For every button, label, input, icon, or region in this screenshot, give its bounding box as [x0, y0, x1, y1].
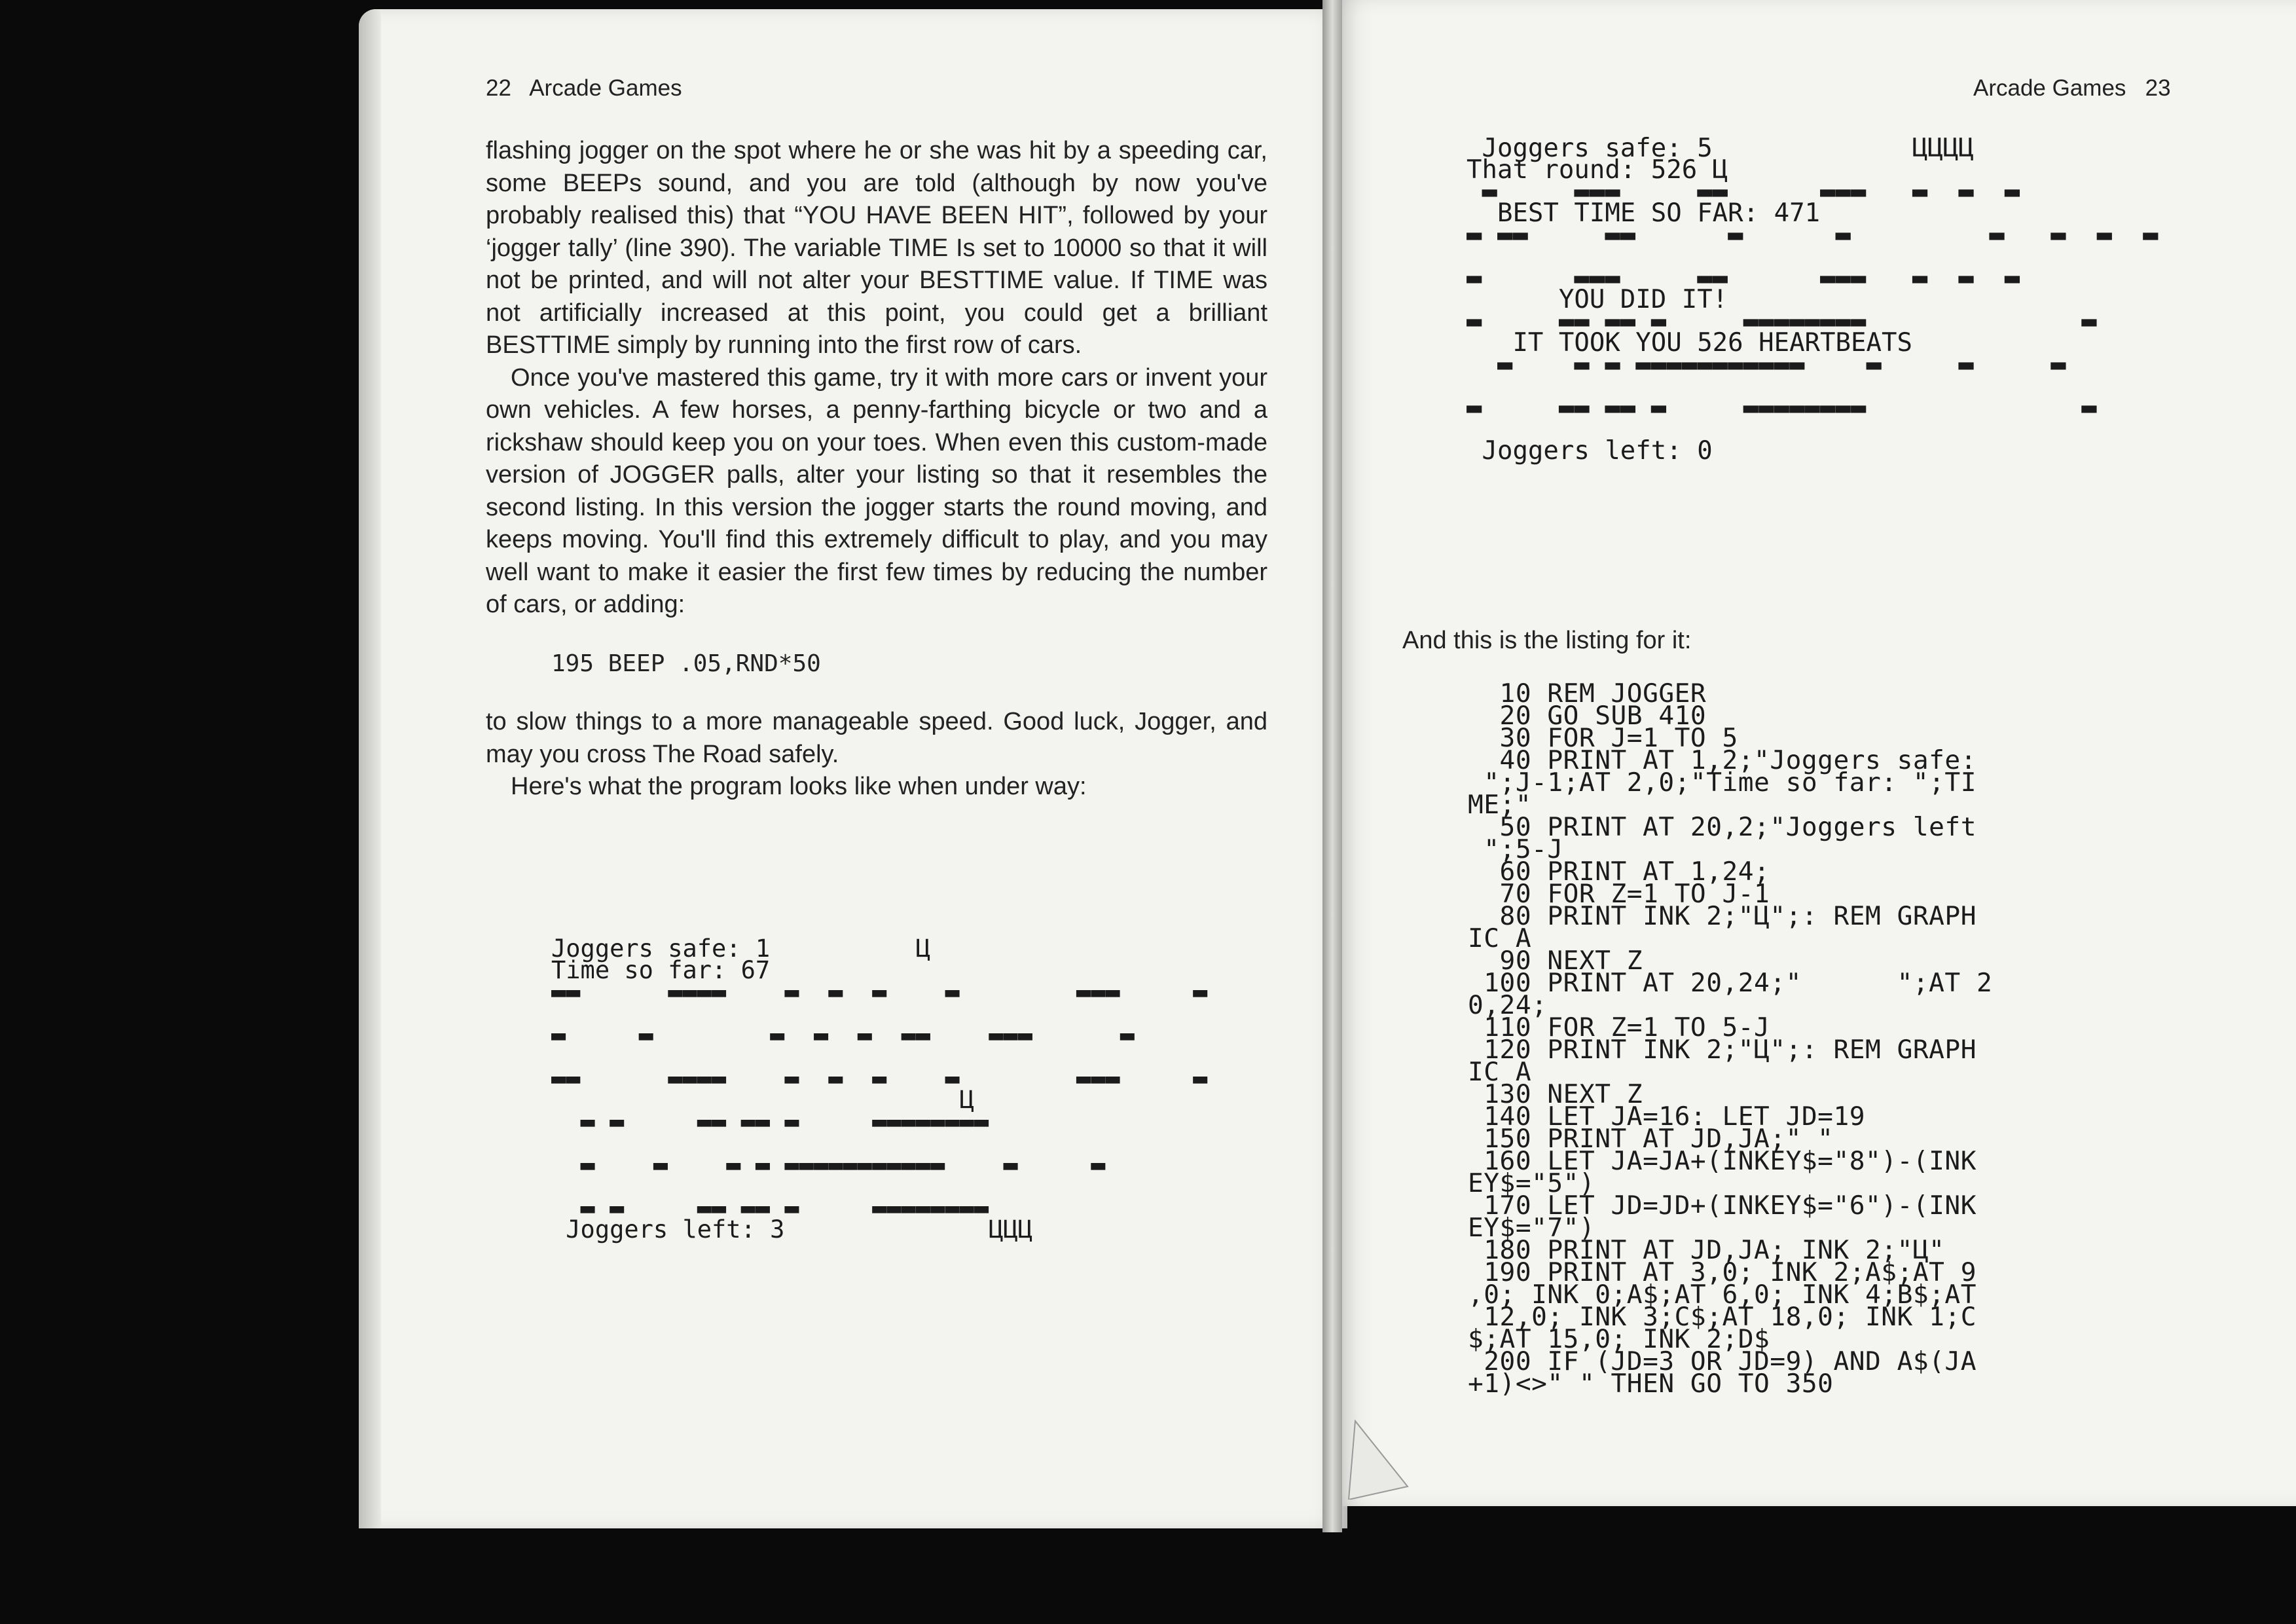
game-screen-left [551, 934, 1208, 1244]
left-running-head [486, 75, 682, 101]
paragraph: Once you've mastered this game, try it with more cars or invent your own vehicles. A few horses, a penny-farthing bicycle or two and a rickshaw should keep you on your toes. When even this custom-made version of JOGGER palls, alter your listing so that it resembles the second listing. In this version the jogger starts the round moving, and keeps moving. You'll find this extremely difficult to play, and you may well want to make it easier the first few times by reducing the number of cars, or adding: [486, 363, 1267, 618]
book-gutter [1322, 0, 1342, 1532]
screen-line: ▬ ▬▬ ▬▬ ▬ ▬ ▬ ▬ ▬ ▬ [1467, 220, 2159, 249]
listing-line: ";J-1;AT 2,0;"Time so far: ";TI [1468, 767, 1977, 798]
code-snippet: 195 BEEP .05,RND*50 [551, 650, 821, 677]
listing-intro: And this is the listing for it: [1402, 627, 1692, 654]
listing-line: 30 FOR J=1 TO 5 [1468, 723, 1738, 753]
screen-line: Joggers safe: 1 Ц [551, 934, 931, 963]
listing-line: 160 LET JA=JA+(INKEY$="8")-(INK [1468, 1146, 1977, 1176]
screen-line: ▬ ▬▬▬ ▬▬ ▬▬▬ ▬ ▬ ▬ [1467, 263, 2020, 293]
screen-line: YOU DID IT! [1467, 285, 1728, 314]
listing-line: 120 PRINT INK 2;"Ц";: REM GRAPH [1468, 1035, 1977, 1065]
listing-line: 180 PRINT AT JD,JA; INK 2;"Ц" [1468, 1235, 1945, 1265]
right-page-number: 23 [2145, 75, 2171, 101]
listing-line: 90 NEXT Z [1468, 946, 1643, 976]
screen-line: BEST TIME SO FAR: 471 [1467, 198, 1821, 228]
left-body-text [486, 135, 1267, 803]
page-curl [1342, 1382, 1414, 1500]
screen-line: ▬ ▬▬ ▬▬ ▬ ▬▬▬▬▬▬▬▬ ▬ [1467, 393, 2097, 422]
listing-line: 20 GO SUB 410 [1468, 701, 1707, 731]
listing-line: 130 NEXT Z [1468, 1079, 1643, 1109]
listing-line: 70 FOR Z=1 TO J-1 [1468, 879, 1770, 909]
paragraph: Here's what the program looks like when under way: [511, 773, 1087, 800]
listing-line: 140 LET JA=16: LET JD=19 [1468, 1101, 1866, 1132]
screen-line: IT TOOK YOU 526 HEARTBEATS [1467, 328, 1912, 358]
screen-line: ▬ ▬▬▬ ▬▬ ▬▬▬ ▬ ▬ ▬ [1467, 177, 2020, 206]
listing-line: 150 PRINT AT JD,JA;" " [1468, 1124, 1834, 1154]
listing-line: IC A [1468, 1057, 1532, 1087]
listing-line: ME;" [1468, 790, 1532, 820]
listing-line: 0,24; [1468, 990, 1548, 1020]
listing-line: 100 PRINT AT 20,24;" ";AT 2 [1468, 968, 1993, 998]
listing-line: 10 REM JOGGER [1468, 678, 1707, 709]
left-page-number: 22 [486, 75, 511, 101]
page-edge [359, 9, 381, 1528]
screen-line: ▬▬ ▬▬▬▬ ▬ ▬ ▬ ▬ ▬▬▬ ▬ [551, 1064, 1208, 1092]
screen-line: Joggers left: 0 [1467, 436, 1713, 466]
listing-line: ";5-J [1468, 834, 1563, 864]
screen-line: ▬ ▬ ▬ ▬ ▬▬▬▬▬▬▬▬▬▬▬ ▬ ▬ [551, 1151, 1106, 1179]
listing-line: 170 LET JD=JD+(INKEY$="6")-(INK [1468, 1190, 1977, 1221]
screen-line: Joggers safe: 5 ЦЦЦЦ [1467, 134, 1974, 163]
screen-line: ▬ ▬ ▬ ▬▬▬▬▬▬▬▬▬▬▬ ▬ ▬ ▬ [1467, 350, 2066, 379]
screen-line: That round: 526 Ц [1467, 155, 1728, 185]
listing-line: +1)<>" " THEN GO TO 350 [1468, 1369, 1834, 1399]
listing-line: 40 PRINT AT 1,2;"Joggers safe: [1468, 745, 1977, 775]
right-running-head [1973, 75, 2171, 101]
screen-line: ▬▬ ▬▬▬▬ ▬ ▬ ▬ ▬ ▬▬▬ ▬ [551, 978, 1208, 1006]
game-screen-right [1467, 134, 2159, 466]
listing-line: IC A [1468, 923, 1532, 953]
listing-line: EY$="7") [1468, 1213, 1595, 1243]
left-running-title: Arcade Games [529, 75, 682, 101]
listing-line: 60 PRINT AT 1,24; [1468, 857, 1770, 887]
screen-line: Time so far: 67 [551, 956, 771, 984]
program-listing [1468, 678, 1993, 1399]
listing-line: $;AT 15,0; INK 2;D$ [1468, 1324, 1770, 1354]
listing-line: 50 PRINT AT 20,2;"Joggers left [1468, 812, 1977, 842]
screen-line: ▬ ▬▬ ▬▬ ▬ ▬▬▬▬▬▬▬▬ ▬ [1467, 306, 2097, 336]
screen-line: ▬ ▬ ▬▬ ▬▬ ▬ ▬▬▬▬▬▬▬▬ [551, 1194, 989, 1222]
listing-line: 190 PRINT AT 3,0; INK 2;A$;AT 9 [1468, 1257, 1977, 1287]
paragraph: to slow things to a more manageable speed. Good luck, Jogger, and may you cross The Road safely. [486, 708, 1267, 768]
listing-line: 12,0; INK 3;C$;AT 18,0; INK 1;C [1468, 1302, 1977, 1332]
paragraph: flashing jogger on the spot where he or she was hit by a speeding car, some BEEPs sound, and you are told (although by now you've probably realised this) that “YOU HAVE BEEN HIT”, followed by your ‘jogger tally’ (line 390). The variable TIME Is set to 10000 so that it will not be printed, and will not alter your BESTTIME value. If TIME was not artificially increased at this point, you could get a brilliant BESTTIME simply by running into the first row of cars. [486, 137, 1267, 359]
screen-line: ▬ ▬ ▬▬ ▬▬ ▬ ▬▬▬▬▬▬▬▬ [551, 1107, 989, 1135]
listing-line: EY$="5") [1468, 1168, 1595, 1198]
screen-line: Ц [551, 1086, 975, 1114]
listing-line: 80 PRINT INK 2;"Ц";: REM GRAPH [1468, 901, 1977, 931]
listing-line: 200 IF (JD=3 OR JD=9) AND A$(JA [1468, 1346, 1977, 1376]
listing-line: 110 FOR Z=1 TO 5-J [1468, 1012, 1770, 1043]
screen-line: Joggers left: 3 ЦЦЦ [551, 1215, 1033, 1244]
right-running-title: Arcade Games [1973, 75, 2126, 101]
screen-line: ▬ ▬ ▬ ▬ ▬ ▬▬ ▬▬▬ ▬ [551, 1021, 1135, 1049]
listing-line: ,0; INK 0;A$;AT 6,0; INK 4;B$;AT [1468, 1280, 1977, 1310]
